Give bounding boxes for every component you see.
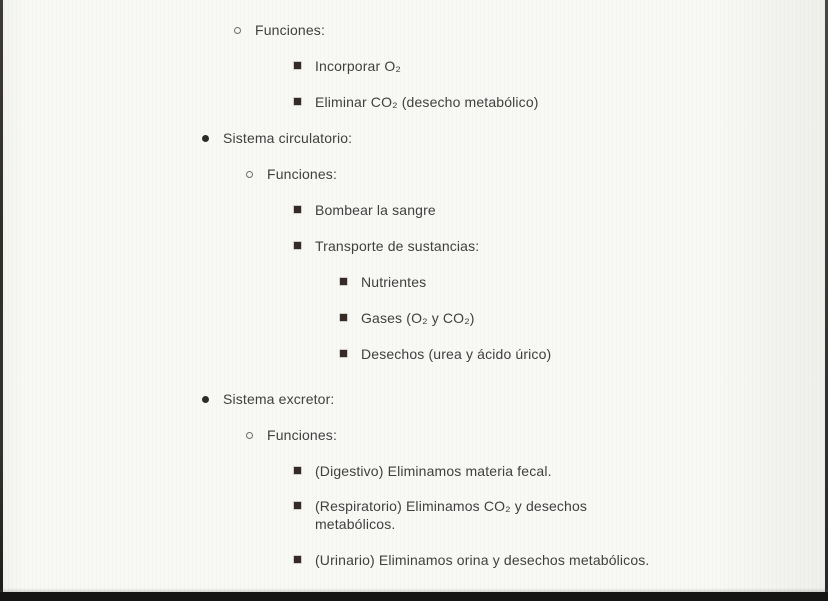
square-bullet-icon (294, 556, 301, 563)
list-item-text: Desechos (urea y ácido úrico) (361, 346, 552, 362)
list-item-text: Nutrientes (361, 274, 427, 290)
list-item (294, 462, 552, 480)
square-bullet-icon (340, 314, 347, 321)
list-item (340, 345, 551, 363)
list-item (294, 57, 401, 75)
list-item-text: Funciones: (255, 22, 325, 38)
list-item (246, 165, 337, 183)
list-item (246, 426, 337, 444)
list-item-text: (Respiratorio) Eliminamos CO₂ y desechos metabólicos. (315, 498, 588, 532)
disc-bullet-icon (202, 396, 209, 403)
list-item-text: Bombear la sangre (315, 202, 436, 218)
list-item-text: Sistema circulatorio: (223, 130, 353, 146)
square-bullet-icon (340, 278, 347, 285)
disc-bullet-icon (202, 135, 209, 142)
list-item-text: Funciones: (267, 166, 337, 182)
scan-edge-left (0, 0, 3, 601)
list-item-text: Sistema excretor: (223, 391, 335, 407)
square-bullet-icon (294, 242, 301, 249)
list-item (340, 309, 475, 327)
list-item-text: Eliminar CO₂ (desecho metabólico) (315, 94, 539, 110)
square-bullet-icon (294, 98, 301, 105)
list-item (202, 390, 334, 408)
list-item-text: (Urinario) Eliminamos orina y desechos metabólicos. (315, 552, 650, 568)
list-item (202, 129, 352, 147)
list-item-text: Funciones: (267, 427, 337, 443)
square-bullet-icon (294, 62, 301, 69)
square-bullet-icon (294, 467, 301, 474)
list-item-text: Gases (O₂ y CO₂) (361, 310, 475, 326)
circle-bullet-icon (234, 27, 241, 34)
list-item-text: Transporte de sustancias: (315, 238, 480, 254)
circle-bullet-icon (246, 432, 253, 439)
square-bullet-icon (294, 206, 301, 213)
list-item (294, 93, 539, 111)
scan-edge-bottom (0, 592, 828, 601)
list-item (294, 551, 649, 569)
list-item-text: (Digestivo) Eliminamos materia fecal. (315, 463, 552, 479)
list-item-text: Incorporar O₂ (315, 58, 401, 74)
circle-bullet-icon (246, 171, 253, 178)
square-bullet-icon (340, 350, 347, 357)
list-item (294, 237, 479, 255)
list-item (294, 497, 599, 533)
list-item (234, 21, 325, 39)
square-bullet-icon (294, 502, 301, 509)
list-item (294, 201, 436, 219)
scan-edge-top (0, 0, 828, 4)
list-item (340, 273, 426, 291)
